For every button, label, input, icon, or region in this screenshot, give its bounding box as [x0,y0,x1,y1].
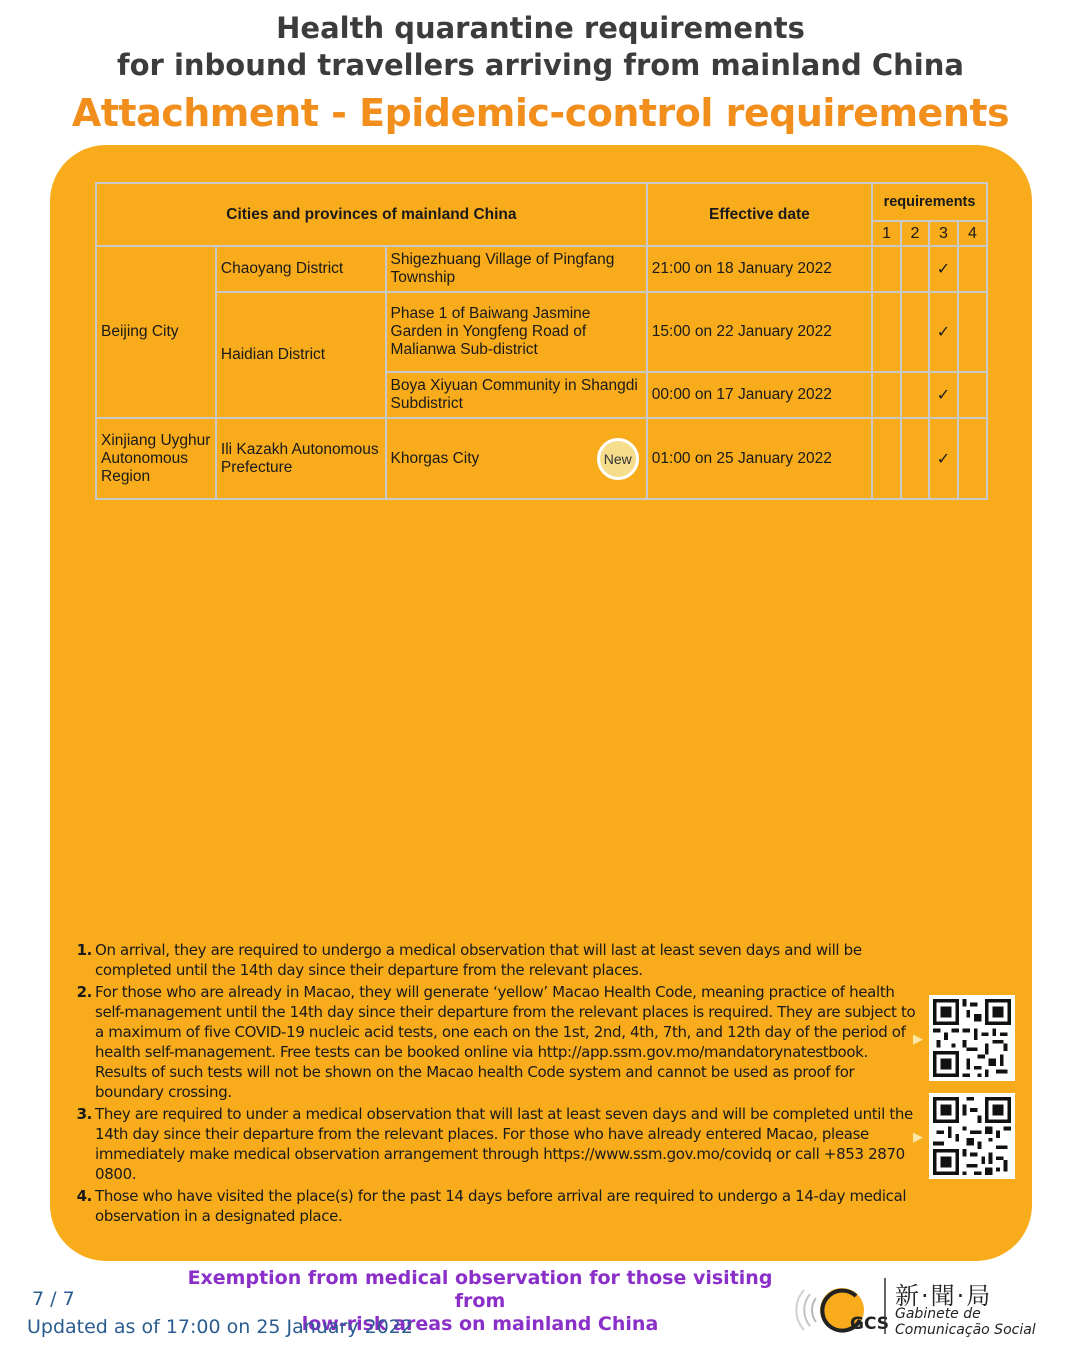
qr-code-icon[interactable] [929,995,1015,1081]
page-subtitle: Attachment - Epidemic-control requirements [71,91,1010,135]
requirement-notes [70,940,920,1228]
arrow-icon: ▶ [913,1031,923,1046]
place-cell: Shigezhuang Village of Pingfang Township [386,246,647,292]
note-number: 1. [76,941,92,959]
place-cell [386,418,647,499]
logo-portuguese-line-1: Gabinete de [895,1306,981,1322]
note-number: 4. [76,1187,92,1205]
page-title [0,10,1081,84]
date-cell: 01:00 on 25 January 2022 [647,418,872,499]
note-number: 3. [76,1105,92,1123]
table-row [96,418,987,499]
place-cell: Boya Xiyuan Community in Shangdi Subdistrict [386,372,647,418]
req-number-2: 2 [901,221,929,246]
req-number-1: 1 [872,221,901,246]
district-cell: Haidian District [216,292,386,418]
updated-timestamp: Updated as of 17:00 on 25 January 2022 [27,1316,413,1338]
district-cell: Chaoyang District [216,246,386,292]
exemption-line-1: Exemption from medical observation for those visiting from [187,1267,773,1312]
header-requirements: requirements [872,183,987,221]
arrow-icon: ▶ [913,1129,923,1144]
city-cell: Xinjiang Uyghur Autonomous Region [96,418,216,499]
note-item [70,1104,920,1184]
note-text: For those who are already in Macao, they will generate ‘yellow’ Macao Health Code, meaning practice of health self-management until the 14th day since their departure from the relevant places is required. They are subject to a maximum of five COVID-19 nucleic acid tests, one each on the 1st, 2nd, 4th, 7th, and 12th day of the period of health self-management. Free tests can be booked online via http://app.ssm.gov.mo/mandatorynatestbook. Results of such tests will not be shown on the Macao health Code system and cannot be used as proof for boundary crossing. [95,983,916,1101]
note-item [70,982,920,1102]
place-cell: Phase 1 of Baiwang Jasmine Garden in Yongfeng Road of Malianwa Sub-district [386,292,647,372]
page-indicator: 7 / 7 [32,1288,75,1310]
header-effective-date: Effective date [647,183,872,246]
logo-chinese-text: 新·聞·局 [895,1282,993,1310]
district-cell: Ili Kazakh Autonomous Prefecture [216,418,386,499]
header-places: Cities and provinces of mainland China [96,183,647,246]
note-text: They are required to under a medical observation that will last at least seven days and will be completed until the 14th day since their departure from the relevant places. For those who have already entered Macao, please immediately make medical observation arrangement through https://www.ssm.gov.mo/covidq or call +853 2870 0800. [95,1105,913,1183]
note-number: 2. [76,983,92,1001]
new-badge: New [597,438,639,480]
check-icon: ✓ [929,292,958,372]
logo-portuguese-line-2: Comunicação Social [895,1322,1036,1338]
date-cell: 15:00 on 22 January 2022 [647,292,872,372]
check-icon: ✓ [929,418,958,499]
logo-mark: GCS [850,1314,889,1334]
qr-code-icon[interactable] [929,1093,1015,1179]
check-icon: ✓ [929,372,958,418]
table-row [96,292,987,372]
requirements-table [95,182,988,500]
note-text: On arrival, they are required to undergo a medical observation that will last at least seven days and will be completed until the 14th day since their departure from the relevant places. [95,941,862,979]
title-line-2: for inbound travellers arriving from mainland China [117,48,964,82]
place-text: Khorgas City [390,449,480,467]
note-item [70,940,920,980]
check-icon: ✓ [929,246,958,292]
req-number-4: 4 [958,221,987,246]
note-item [70,1186,920,1226]
note-text: Those who have visited the place(s) for the past 14 days before arrival are required to undergo a 14-day medical observation in a designated place. [95,1187,907,1225]
date-cell: 21:00 on 18 January 2022 [647,246,872,292]
req-number-3: 3 [929,221,958,246]
exemption-line-2: low-risk areas on mainland China [301,1313,659,1335]
city-cell: Beijing City [96,246,216,418]
title-line-1: Health quarantine requirements [276,11,805,45]
date-cell: 00:00 on 17 January 2022 [647,372,872,418]
table-row [96,246,987,292]
